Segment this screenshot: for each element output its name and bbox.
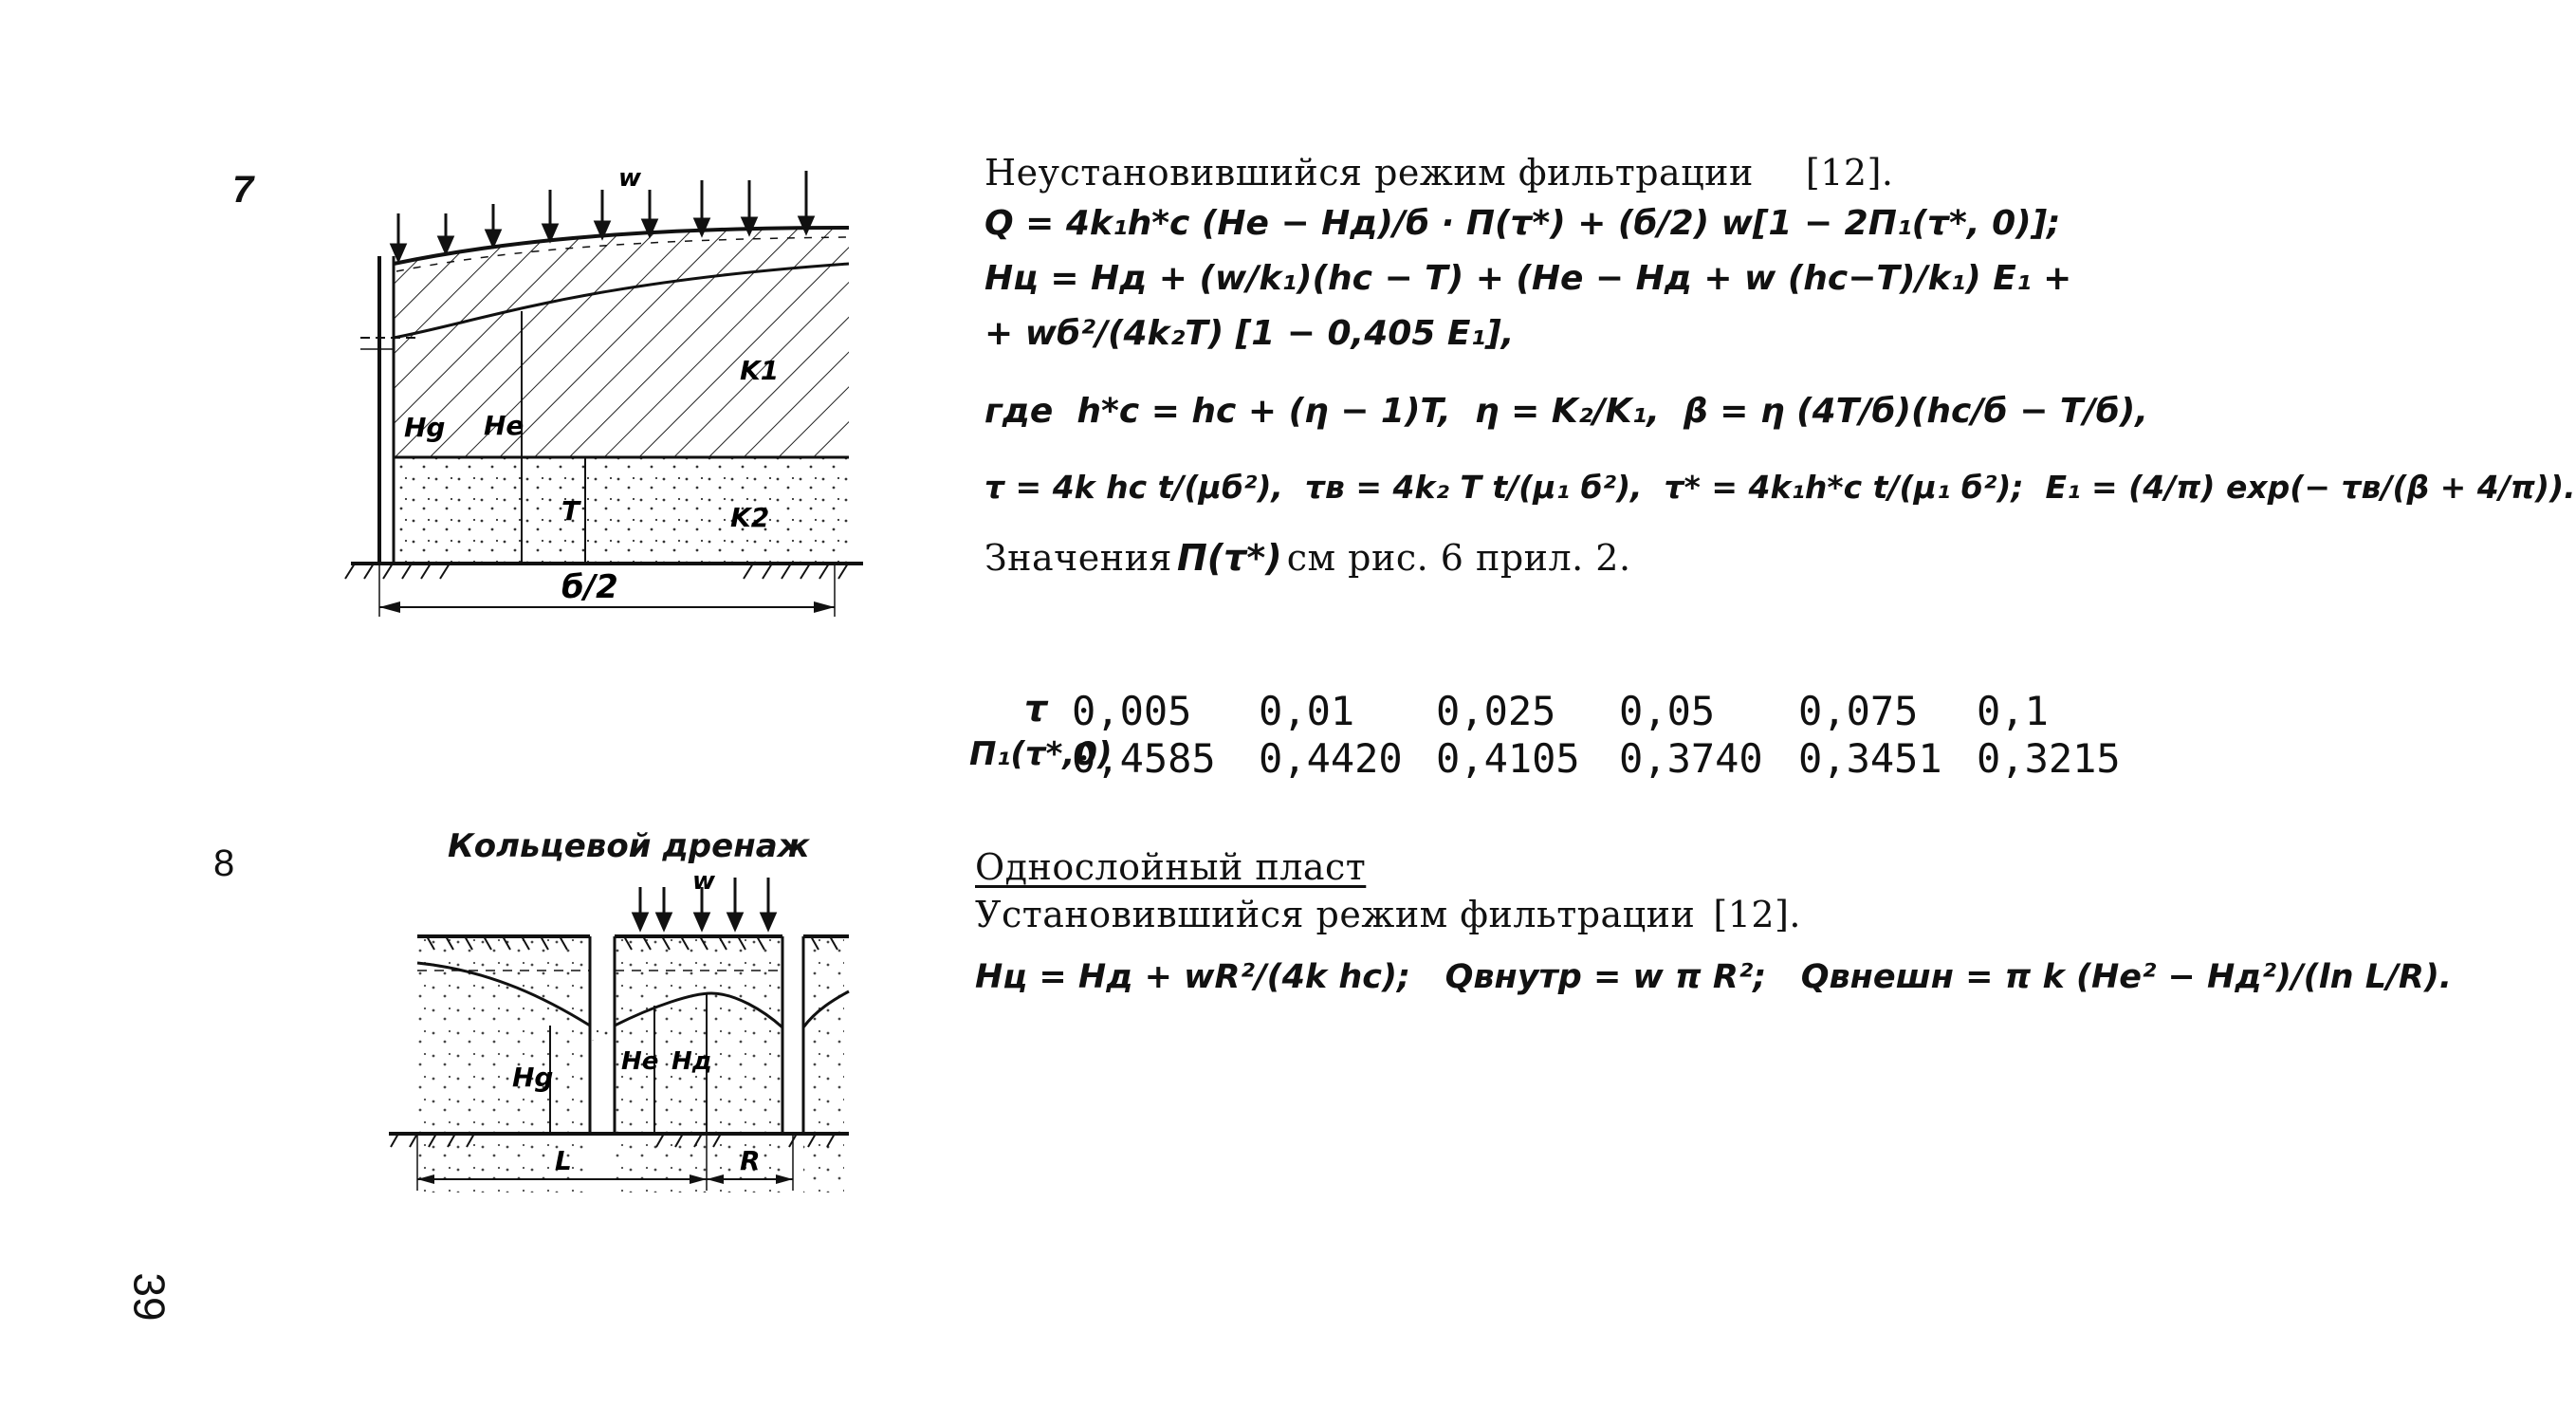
table-cell: 0,4105 <box>1436 735 1580 782</box>
figure-8-ring-drainage <box>379 868 854 1195</box>
table-cell: 0,3215 <box>1977 735 2121 782</box>
row-label-p1: П₁(τ*,0) <box>969 735 1113 773</box>
figure-7-drainage-profile <box>341 161 873 626</box>
table-cell: 0,025 <box>1436 688 1556 734</box>
layer-k2 <box>394 457 849 564</box>
label-w: w <box>692 867 716 896</box>
section7-formula-2: Hц = Hд + (w/k₁)(hc − T) + (He − Hд + w (hc−T)/k₁) E₁ + <box>984 259 2072 298</box>
label-he: He <box>621 1047 659 1076</box>
label-l: L <box>555 1145 572 1176</box>
layer-k1 <box>394 228 849 457</box>
section-number-7: 7 <box>232 169 254 211</box>
label-k2: K2 <box>730 502 770 533</box>
section7-heading-ref: [12]. <box>1805 152 1894 194</box>
section7-heading-line <box>984 152 2208 194</box>
values-note-suffix: см рис. 6 прил. 2. <box>1286 537 1631 579</box>
section8-heading-line <box>975 894 2208 935</box>
section7-heading: Неустановившийся режим фильтрации <box>984 152 1754 194</box>
label-b2: б/2 <box>561 568 618 606</box>
section7-formula-4: где h*c = hc + (η − 1)T, η = K₂/K₁, β = η (4T/б)(hc/б − T/б), <box>984 392 2148 431</box>
table-cell: 0,075 <box>1798 688 1919 734</box>
section8-heading-ref: [12]. <box>1713 894 1801 935</box>
table-cell: 0,01 <box>1259 688 1355 734</box>
figure-8-title: Кольцевой дренаж <box>448 827 810 865</box>
table-cell: 0,05 <box>1619 688 1716 734</box>
values-note-prefix: Значения <box>984 537 1172 579</box>
table-cell: 0,4420 <box>1259 735 1403 782</box>
row-label-tau: τ <box>1024 688 1048 730</box>
section7-formula-5: τ = 4k hc t/(μб²), τв = 4k₂ T t/(μ₁ б²), τ* = 4k₁h*c t/(μ₁ б²); E₁ = (4/π) exp(− τв/(β + 4/π)). <box>984 469 2576 506</box>
label-hg: Hg <box>512 1062 554 1093</box>
section7-values-note <box>984 537 2208 579</box>
section7-text <box>984 152 2576 579</box>
section8-text <box>975 846 2453 1002</box>
label-t: T <box>561 495 580 527</box>
table-cell: 0,005 <box>1072 688 1192 734</box>
label-he: He <box>484 410 524 441</box>
section7-formula-1: Q = 4k₁h*c (He − Hд)/б · П(τ*) + (б/2) w[1 − 2П₁(τ*, 0)]; <box>984 204 2061 243</box>
table-cell: 0,3451 <box>1798 735 1942 782</box>
label-k1: K1 <box>740 355 780 386</box>
label-hd: Hд <box>672 1047 712 1076</box>
section-number-8: 8 <box>213 842 235 884</box>
table-cell: 0,1 <box>1977 688 2049 734</box>
label-w: w <box>618 164 642 193</box>
section8-formula: Hц = Hд + wR²/(4k hc); Qвнутр = w π R²; Qвнешн = π k (He² − Hд²)/(ln L/R). <box>975 958 2453 996</box>
section8-heading: Установившийся режим фильтрации <box>975 894 1696 935</box>
label-r: R <box>740 1145 761 1176</box>
section8-subheading: Однослойный пласт <box>975 846 1367 888</box>
values-note-symbol: П(τ*) <box>1177 537 1282 579</box>
page-number: 39 <box>124 1272 175 1322</box>
table-cell: 0,3740 <box>1619 735 1763 782</box>
table-cell: 0,4585 <box>1072 735 1216 782</box>
section7-formula-3: + wб²/(4k₂T) [1 − 0,405 E₁], <box>984 314 1515 353</box>
label-hg: Hg <box>404 412 446 443</box>
